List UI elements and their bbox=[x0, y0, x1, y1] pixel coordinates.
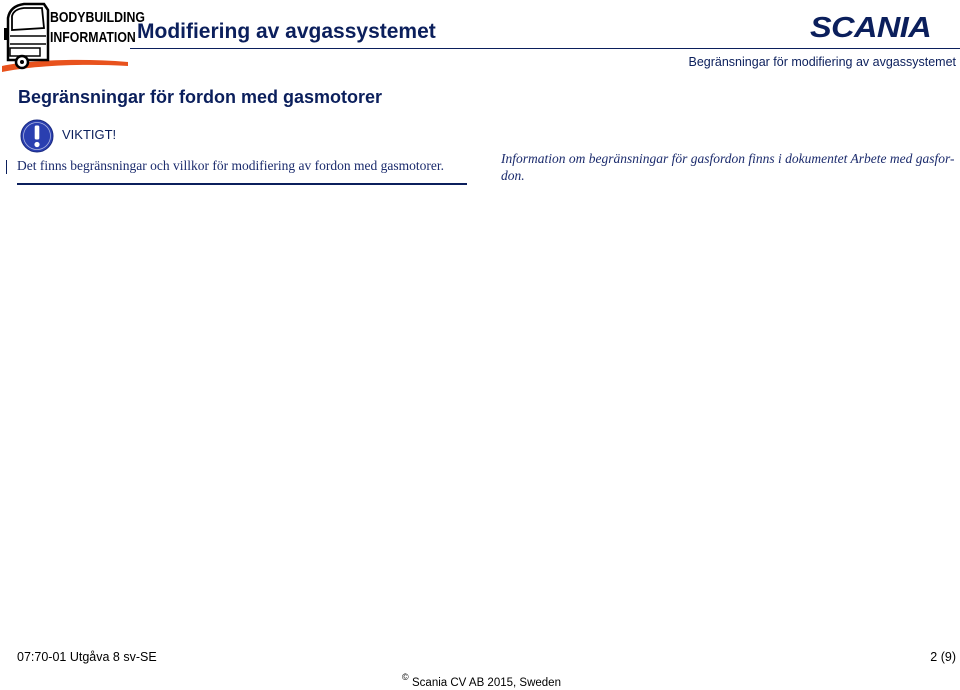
warning-label: VIKTIGT! bbox=[62, 127, 117, 142]
info-paragraph: Information om begränsningar för gasfordon finns i dokumentet Arbete med gasfor-don. bbox=[501, 151, 955, 183]
footer-page-number: 2 (9) bbox=[930, 650, 956, 664]
change-bar bbox=[6, 160, 7, 174]
scania-logo: SCANIA bbox=[810, 12, 932, 44]
logo-text-information: INFORMATION bbox=[50, 28, 136, 46]
document-title: Modifiering av avgassystemet bbox=[137, 20, 436, 43]
copyright-symbol: © bbox=[402, 672, 409, 682]
warning-text: Det finns begränsningar och villkor för modifiering av fordon med gasmotorer. bbox=[17, 158, 445, 173]
header-divider bbox=[130, 48, 960, 49]
footer-document-number: 07:70-01 Utgåva 8 sv-SE bbox=[17, 650, 157, 664]
logo-text-bodybuilding: BODYBUILDING bbox=[50, 8, 145, 26]
exclamation-icon bbox=[20, 119, 54, 153]
section-heading: Begränsningar för fordon med gasmotorer bbox=[18, 87, 383, 107]
header-subtitle: Begränsningar för modifiering av avgassystemet bbox=[688, 55, 956, 69]
warning-divider bbox=[17, 183, 467, 185]
bodybuilding-information-logo bbox=[0, 0, 145, 74]
copyright-text: Scania CV AB 2015, Sweden bbox=[412, 677, 561, 689]
